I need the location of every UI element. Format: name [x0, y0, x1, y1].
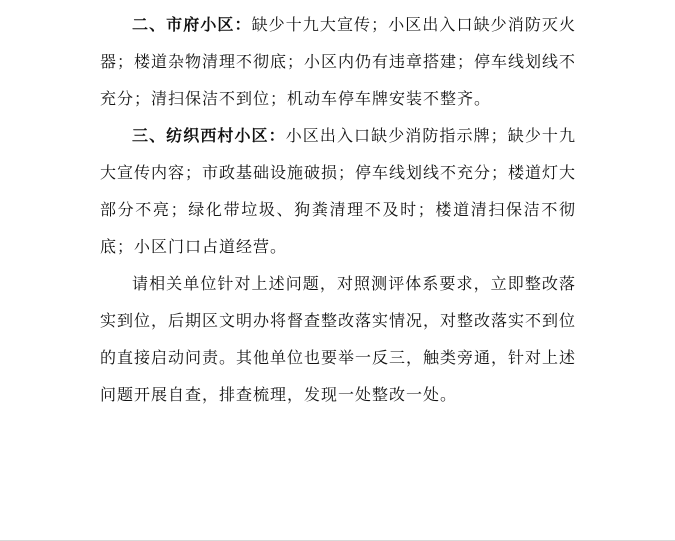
paragraph-text-shifu: 缺少十九大宣传；小区出入口缺少消防灭火器；楼道杂物清理不彻底；小区内仍有违章搭建；停车线划线不充分；清扫保洁不到位；机动车停车牌安装不整齐。 [100, 15, 577, 108]
paragraph-text-rectification: 请相关单位针对上述问题，对照测评体系要求，立即整改落实到位，后期区文明办将督查整改落实情况，对整改落实不到位的直接启动问责。其他单位也要举一反三，触类旁通，针对上述问题开展自查，排查梳理，发现一处整改一处。 [100, 274, 577, 404]
section-heading-shifu: 二、市府小区： [132, 15, 252, 34]
paragraph-fangzhi-xicun-community [100, 117, 576, 265]
document-body [100, 6, 576, 413]
section-heading-fangzhi-xicun: 三、纺织西村小区： [132, 126, 286, 145]
paragraph-rectification-request [100, 265, 576, 413]
paragraph-shifu-community [100, 6, 576, 117]
paragraph-text-fangzhi-xicun: 小区出入口缺少消防指示牌；缺少十九大宣传内容；市政基础设施破损；停车线划线不充分；楼道灯大部分不亮；绿化带垃圾、狗粪清理不及时；楼道清扫保洁不彻底；小区门口占道经营。 [100, 126, 577, 256]
